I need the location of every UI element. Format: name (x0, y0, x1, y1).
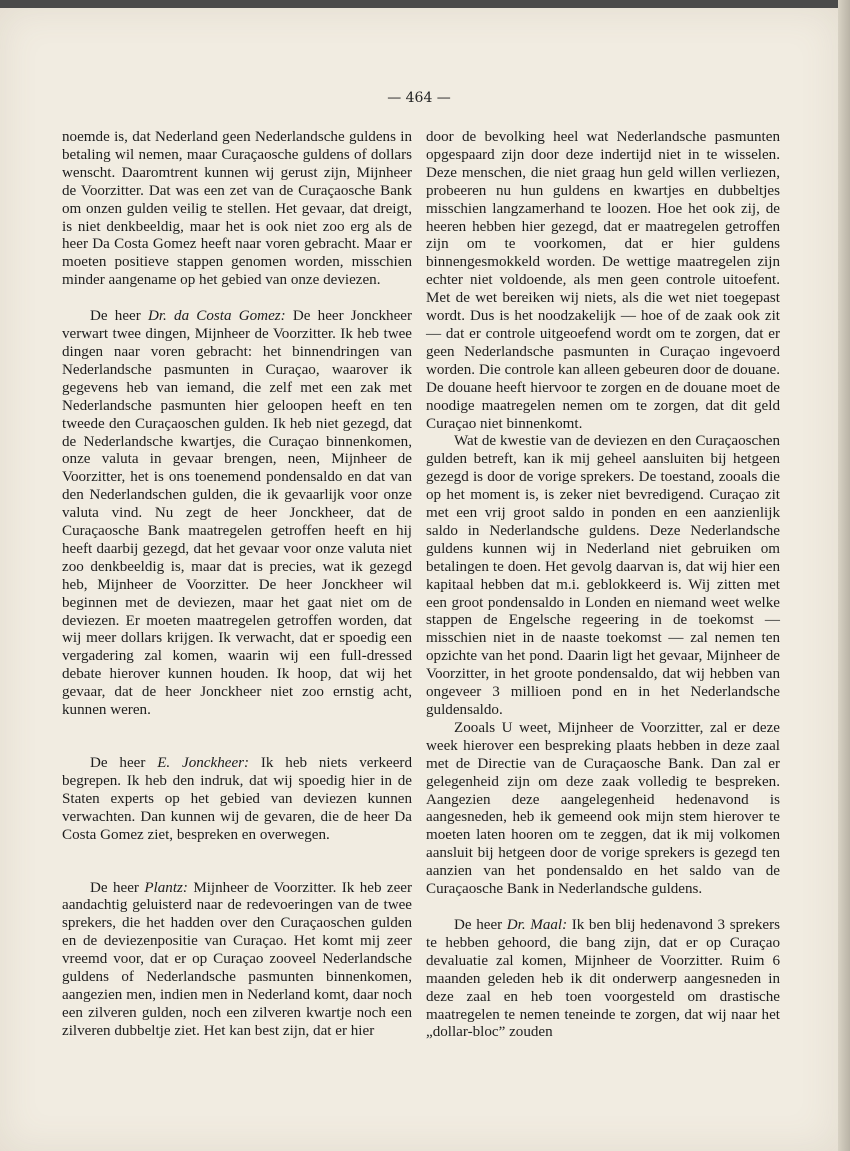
page-number: — 464 — (387, 90, 451, 106)
speaker-name: Dr. Maal: (506, 916, 568, 933)
document-page (0, 8, 838, 1151)
paragraph-speaker: De heer Dr. da Costa Gomez: De heer Jonckheer verwart twee dingen, Mijnheer de Voorzitter. Ik heb twee dingen naar voren gebracht: het binnendringen van Nederlandsche pasmunten in Curaçao, waarover ik gegevens heb van iemand, die zelf met een zak met Nederlandsche pasmunten hier geloopen heeft en ten tweede den Curaçaoschen gulden. Ik heb niet gezegd, dat de Nederlandsche kwartjes, die Curaçao binnenkomen, onze valuta in gevaar brengen, neen, Mijnheer de Voorzitter, het is ons toenemend pondensaldo en dat van den Nederlandschen gulden, die ik gevaarlijk voor onze valuta vind. Nu zegt de heer Jonckheer, dat de Curaçaosche Bank maatregelen getroffen heeft en hij heeft daarbij gezegd, dat het gevaar voor onze valuta niet zoo denkbeeldig is, maar dat is precies, wat ik gezegd heb, Mijnheer de Voorzitter. De heer Jonckheer wil beginnen met de deviezen, maar het gaat niet om de deviezen. Er moeten maatregelen getroffen worden, dat wij meer dollars krijgen. Ik verwacht, dat er spoedig een vergadering zal komen, waarin wij een full-dressed debate hierover kunnen houden. Ik hoop, dat wij het gevaar, dat de heer Jonckheer niet zoo ernstig acht, kunnen weren. (62, 308, 412, 719)
right-column (426, 129, 780, 1042)
paragraph-speaker: De heer E. Jonckheer: Ik heb niets verkeerd begrepen. Ik heb den indruk, dat wij spoedig hier in de Staten experts op het gebied van deviezen kunnen verwachten. Dan kunnen wij de gevaren, die de heer Da Costa Gomez ziet, bespreken en overwegen. (62, 755, 412, 843)
speaker-name: E. Jonckheer: (157, 755, 250, 771)
paragraph: Wat de kwestie van de deviezen en den Curaçaoschen gulden betreft, kan ik mij geheel aansluiten bij hetgeen gezegd is door de vorige sprekers. De toestand, zooals die op het moment is, is zeker niet bevredigend. Curaçao zit met een vrij groot saldo in ponden en een aanzienlijk saldo in Nederlandsche guldens. Deze Nederlandsche guldens kunnen wij in Nederland niet gebruiken om betalingen te doen. Het gevolg daarvan is, dat wij hier een kapitaal hebben dat m.i. geblokkeerd is. Wij zitten met een groot pondensaldo in Londen en niemand weet welke stappen de Engelsche regeering in de toekomst — misschien niet in de naaste toekomst — zal nemen ten opzichte van het pond. Daarin ligt het gevaar, Mijnheer de Voorzitter, in het groote pondensaldo, dat wij hebben van ongeveer 3 millioen pond en in het Nederlandsche guldensaldo. (426, 433, 780, 718)
paragraph-speaker: De heer Plantz: Mijnheer de Voorzitter. Ik heb zeer aandachtig geluisterd naar de redevoeringen van de twee sprekers, die het hadden over den Curaçaoschen gulden en de deviezenpositie van Curaçao. Het komt mij zeer vreemd voor, dat er op Curaçao zooveel Nederlandsche guldens of Nederlandsche pasmunten binnenkomen, aangezien men, indien men in Nederland komt, daar noch een zilveren gulden, noch een zilveren kwartje noch een zilveren dubbeltje ziet. Het kan best zijn, dat er hier (62, 879, 412, 1039)
paragraph-continuation: noemde is, dat Nederland geen Nederlandsche guldens in betaling wil nemen, maar Curaçaosche guldens of dollars wenscht. Daaromtrent kunnen wij gerust zijn, Mijnheer de Voorzitter. Dat was een zet van de Curaçaosche Bank om onzen gulden veilig te stellen. Het gevaar, dat dreigt, is niet denkbeeldig, maar het is ook niet zoo erg als de heer Da Costa Gomez heeft naar voren gebracht. Maar er moeten positieve stappen genomen worden, misschien minder aangename op het gebied van onze deviezen. (62, 129, 412, 289)
paragraph: Zooals U weet, Mijnheer de Voorzitter, zal er deze week hierover een bespreking plaats hebben in deze zaal met de Directie van de Curaçaosche Bank. Dan zal er gelegenheid zijn om deze zaak volledig te bespreken. Aangezien deze aangelegenheid hedenavond is aangesneden, heb ik gemeend ook mijn stem hierover te moeten laten hooren om te zeggen, dat ik mij volkomen aansluit bij hetgeen door de vorige sprekers is gezegd ten aanzien van het pondensaldo en het saldo van de Curaçaosche Bank in Nederlandsche guldens. (426, 719, 780, 898)
speaker-name: Plantz: (144, 879, 188, 896)
speaker-name: Dr. da Costa Gomez: (147, 308, 286, 325)
paragraph-continuation: door de bevolking heel wat Nederlandsche pasmunten opgespaard zijn door deze indertijd niet in te wisselen. Deze menschen, die niet graag hun geld willen verliezen, probeeren nu hun guldens en kwartjes en dubbeltjes misschien langzamerhand te loozen. Hoe het ook zij, de heeren hebben hier gezegd, dat er maatregelen getroffen zijn om te voorkomen, dat er hier guldens binnengesmokkeld worden. De wettige maatregelen zijn echter niet voldoende, als men geen controle uitoefent. Met de wet bereiken wij niets, als die wet niet toegepast wordt. Dus is het noodzakelijk — hoe of de zaak ook zit — dat er controle uitgeoefend wordt om te zorgen, dat er geen Nederlandsche pasmunten in Curaçao ingevoerd worden. Die controle kan alleen gebeuren door de douane. De douane heeft hiervoor te zorgen en de douane moet de noodige maatregelen nemen om te zorgen, dat dit geld Curaçao niet binnenkomt. (426, 129, 780, 432)
left-column (62, 129, 412, 1041)
paragraph-speaker: De heer Dr. Maal: Ik ben blij hedenavond 3 sprekers te hebben gehoord, die bang zijn, dat er op Curaçao devaluatie zal komen, Mijnheer de Voorzitter. Ruim 6 maanden geleden heb ik dit onderwerp aangesneden in deze zaal en heb toen voorgesteld om drastische maatregelen te nemen teneinde te zorgen, dat wij naar het „dollar-bloc” zouden (426, 916, 780, 1041)
page-edge (838, 0, 850, 1151)
